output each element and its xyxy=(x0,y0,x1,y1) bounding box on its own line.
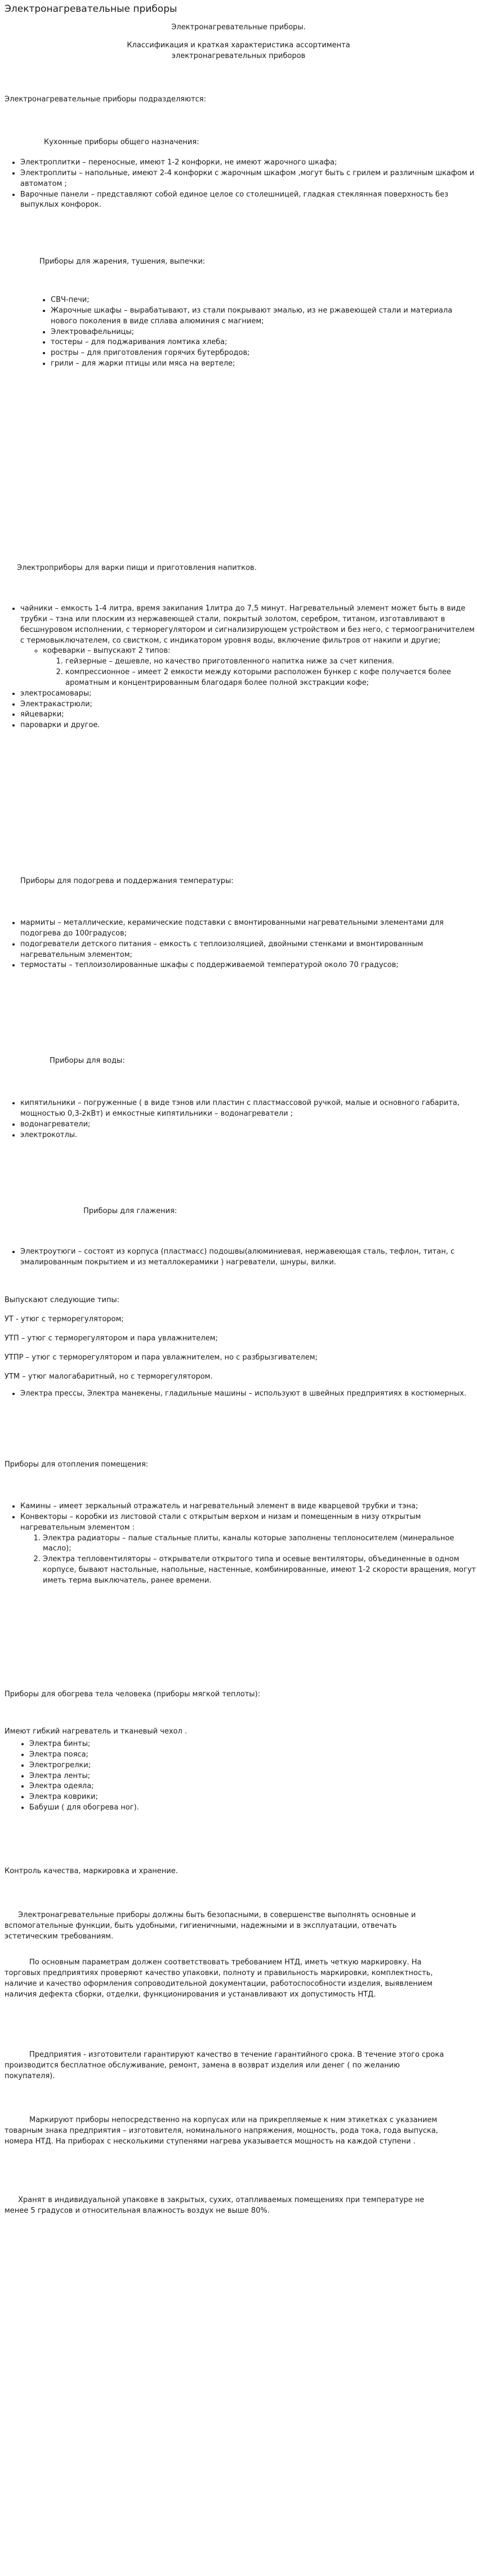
convector-types xyxy=(20,1534,476,1586)
list-item: • электросамовары; xyxy=(20,689,476,699)
list-item: 1. Электра радиаторы – палые стальные плиты, каналы которые заполнены теплоносителем (минеральное масло); xyxy=(43,1534,476,1555)
soft-heat-list xyxy=(14,1739,477,1813)
quality-paragraph: Хранят в индивидуальной упаковке в закрытых, сухих, отапливаемых помещениях при температуре не менее 5 градусов и относительная влажность воздух не выше 80%. xyxy=(5,2196,425,2215)
list-item: • Электрогрелки; xyxy=(29,1761,477,1771)
intro-paragraph: Электронагревательные приборы подразделяются: xyxy=(5,95,206,104)
quality-paragraph: Предприятия - изготовители гарантируют качество в течение гарантийного срока. В течение этого срока производится бесплатное обслуживание, ремонт, замена в возврат изделия или денег ( по желанию покупателя). xyxy=(5,2051,444,2080)
list-item: • Жарочные шкафы – вырабатывают, из стали покрывают эмалью, из не ржавеющей стали и материала нового поколения в виде сплава алюминия с магнием; xyxy=(51,306,477,327)
soft-heat-heading: Приборы для обогрева тела человека (приборы мягкой теплоты): xyxy=(5,1690,260,1699)
drinks-appliances-heading: Электроприборы для варки пищи и приготовления напитков. xyxy=(17,564,257,572)
kettle-item: чайники – емкость 1-4 литра, время закипания 1литра до 7,5 минут. Нагревательный элемент может быть в виде трубки – тэна или плоским из нержавеющей стали, покрытый золотом, серебром, титаном, изготавливают в бесшнуровом исполнении, с терморегулятором и сигнализирующем устройством и без него, с термоограничителем с термовыключателем, со свистком, с индикатором уровня воды, включение фильтров от накипи и другие; xyxy=(20,604,475,645)
list-item: • Электракастрюли; xyxy=(20,699,476,710)
list-item: • термостаты – теплоизолированные шкафы с поддерживаемой температурой около 70 градусов; xyxy=(20,960,476,971)
list-item xyxy=(43,646,476,688)
list-item: • Электра бинты; xyxy=(29,1739,477,1750)
list-item xyxy=(20,604,476,689)
list-item: 2. компрессионное – имеет 2 емкости между которыми расположен бункер с кофе получается более ароматным и концентрированным благодаря более полной экстракции кофе; xyxy=(65,667,476,689)
iron-type: УТ - утюг с терморегулятором; xyxy=(5,1315,124,1323)
list-item: • Электра пояса; xyxy=(29,1750,477,1761)
heating-appliances-heading: Приборы для отопления помещения: xyxy=(5,1460,149,1469)
ironing-appliances-list xyxy=(5,1247,476,1268)
drinks-appliances-list xyxy=(5,604,476,731)
warming-appliances-list xyxy=(5,918,476,971)
iron-type: УТМ – утюг малогабаритный, но с терморегулятором. xyxy=(5,1372,213,1381)
title-heading: Электронагревательные приборы. xyxy=(171,23,306,32)
coffee-maker-types xyxy=(43,657,476,689)
ironing-appliances-heading: Приборы для глажения: xyxy=(83,1207,177,1215)
list-item: • пароварки и другое. xyxy=(20,720,476,731)
cooking-appliances-list xyxy=(35,295,477,369)
list-item: • ростры – для приготовления горячих бутербродов; xyxy=(51,348,477,359)
iron-type: УТПР – утюг с терморегулятором и пара увлажнителем, но с разбрызгивателем; xyxy=(5,1353,318,1362)
list-item: • электрокотлы. xyxy=(20,1130,476,1141)
cooking-appliances-heading: Приборы для жарения, тушения, выпечки: xyxy=(39,257,206,266)
list-item: • тостеры – для поджаривания ломтика хлеба; xyxy=(51,337,477,348)
heating-appliances-list xyxy=(5,1501,476,1586)
coffee-makers-item: кофеварки – выпускают 2 типов: xyxy=(43,647,171,656)
quality-heading: Контроль качества, маркировка и хранение. xyxy=(5,1867,178,1875)
list-item: • Электра прессы, Электра манекены, гладильные машины – используют в швейных предприятиях в костюмерных. xyxy=(20,1389,476,1400)
list-item: • Электроплитки – переносные, имеют 1-2 конфорки, не имеют жарочного шкафа; xyxy=(20,158,476,168)
ironing-extra-list xyxy=(5,1389,476,1400)
list-item: • Электровафельницы; xyxy=(51,327,477,338)
list-item: • Электра коврики; xyxy=(29,1792,477,1803)
list-item: • Электроплиты – напольные, имеют 2-4 конфорки с жарочным шкафом ,могут быть с грилем и различным шкафом и автоматом ; xyxy=(20,168,476,190)
list-item: • грили – для жарки птицы или мяса на вертеле; xyxy=(51,359,477,369)
iron-types-intro: Выпускают следующие типы: xyxy=(5,1296,120,1304)
list-item: • Бабуши ( для обогрева ног). xyxy=(29,1803,477,1813)
list-item: • СВЧ-печи; xyxy=(51,295,477,306)
convectors-item: Конвекторы – коробки из листовой стали с открытым верхом и низам и помещенным в низу открытым нагревательным элементом : xyxy=(20,1512,421,1532)
list-item: 1. гейзерные – дешевле, но качество приготовленного напитка ниже за счет кипения. xyxy=(65,657,476,667)
list-item: • Варочные панели – представляют собой единое целое со столешницей, гладкая стеклянная поверхность без выпуклых конфорок. xyxy=(20,190,476,211)
coffee-makers-list xyxy=(20,646,476,688)
iron-type: УТП – утюг с терморегулятором и пара увлажнителем; xyxy=(5,1334,218,1343)
list-item: • Электра ленты; xyxy=(29,1771,477,1782)
list-item: • Электра одеяла; xyxy=(29,1781,477,1792)
list-item: • яйцеварки; xyxy=(20,710,476,720)
list-item: • подогреватели детского питания – емкость с теплоизоляцией, двойными стенками и вмонтированным нагревательным элементом; xyxy=(20,939,476,961)
classification-heading: Классификация и краткая характеристика ассортимента электронагревательных приборов xyxy=(127,41,350,60)
water-appliances-heading: Приборы для воды: xyxy=(50,1057,125,1065)
warming-appliances-heading: Приборы для подогрева и поддержания температуры: xyxy=(20,877,234,885)
list-item xyxy=(20,1512,476,1586)
quality-paragraph: По основным параметрам должен соответствовать требованием НТД, иметь четкую маркировку. На торговых предприятиях проверяют качество упаковки, полноту и правильность маркировки, комплектность, наличие и качество оформления сопроводительной документации, работоспособности изделия, выявлением наличия дефекта сборки, отделки, функционирования и устанавливают их допустимость НТД. xyxy=(5,1958,433,1999)
water-appliances-list xyxy=(5,1098,476,1140)
quality-paragraph: Электронагревательные приборы должны быть безопасными, в совершенстве выполнять основные и вспомогательные функции, быть удобными, гигиеничными, надежными и в эксплуатации, отвечать эстетическим требованиям. xyxy=(5,1911,416,1941)
list-item: 2. Электра тепловентиляторы – открыватели открытого типа и осевые вентиляторы, объединенные в одном корпусе, бывают настольные, напольные, настенные, комбинированные, имеют 1-2 скорости вращения, могут иметь терма выключатель, ранее времени. xyxy=(43,1554,476,1586)
list-item: • мармиты – металлические, керамические подставки с вмонтированными нагревательными элементами для подогрева до 100градусов; xyxy=(20,918,476,939)
list-item: • водонагреватели; xyxy=(20,1120,476,1130)
list-item: • Электроутюги – состоят из корпуса (пластмасс) подошвы(алюминиевая, нержавеющая сталь, тефлон, титан, с эмалированным покрытием и из металлокерамики ) нагреватели, шнуры, вилки. xyxy=(20,1247,476,1268)
general-appliances-list xyxy=(5,158,476,211)
list-item: • кипятильники – погруженные ( в виде тэнов или пластин с пластмассовой ручкой, малые и основного габарита, мощностью 0,3-2кВт) и емкостные кипятильники – водонагреватели ; xyxy=(20,1098,476,1120)
quality-paragraph: Маркируют приборы непосредственно на корпусах или на прикрепляемые к ним этикетках с указанием товарным знака предприятия – изготовителя, номинального напряжения, мощность, рода тока, года выпуска, номера НТД. На приборах с несколькими ступенями нагрева указывается мощность на каждой ступени . xyxy=(5,2116,438,2146)
document-title: Электронагревательные приборы xyxy=(5,3,177,15)
soft-heat-intro: Имеют гибкий нагреватель и тканевый чехол . xyxy=(5,1727,188,1736)
list-item: • Камины – имеет зеркальный отражатель и нагревательный элемент в виде кварцевой трубки и тэна; xyxy=(20,1501,476,1512)
general-appliances-heading: Кухонные приборы общего назначения: xyxy=(44,138,199,146)
